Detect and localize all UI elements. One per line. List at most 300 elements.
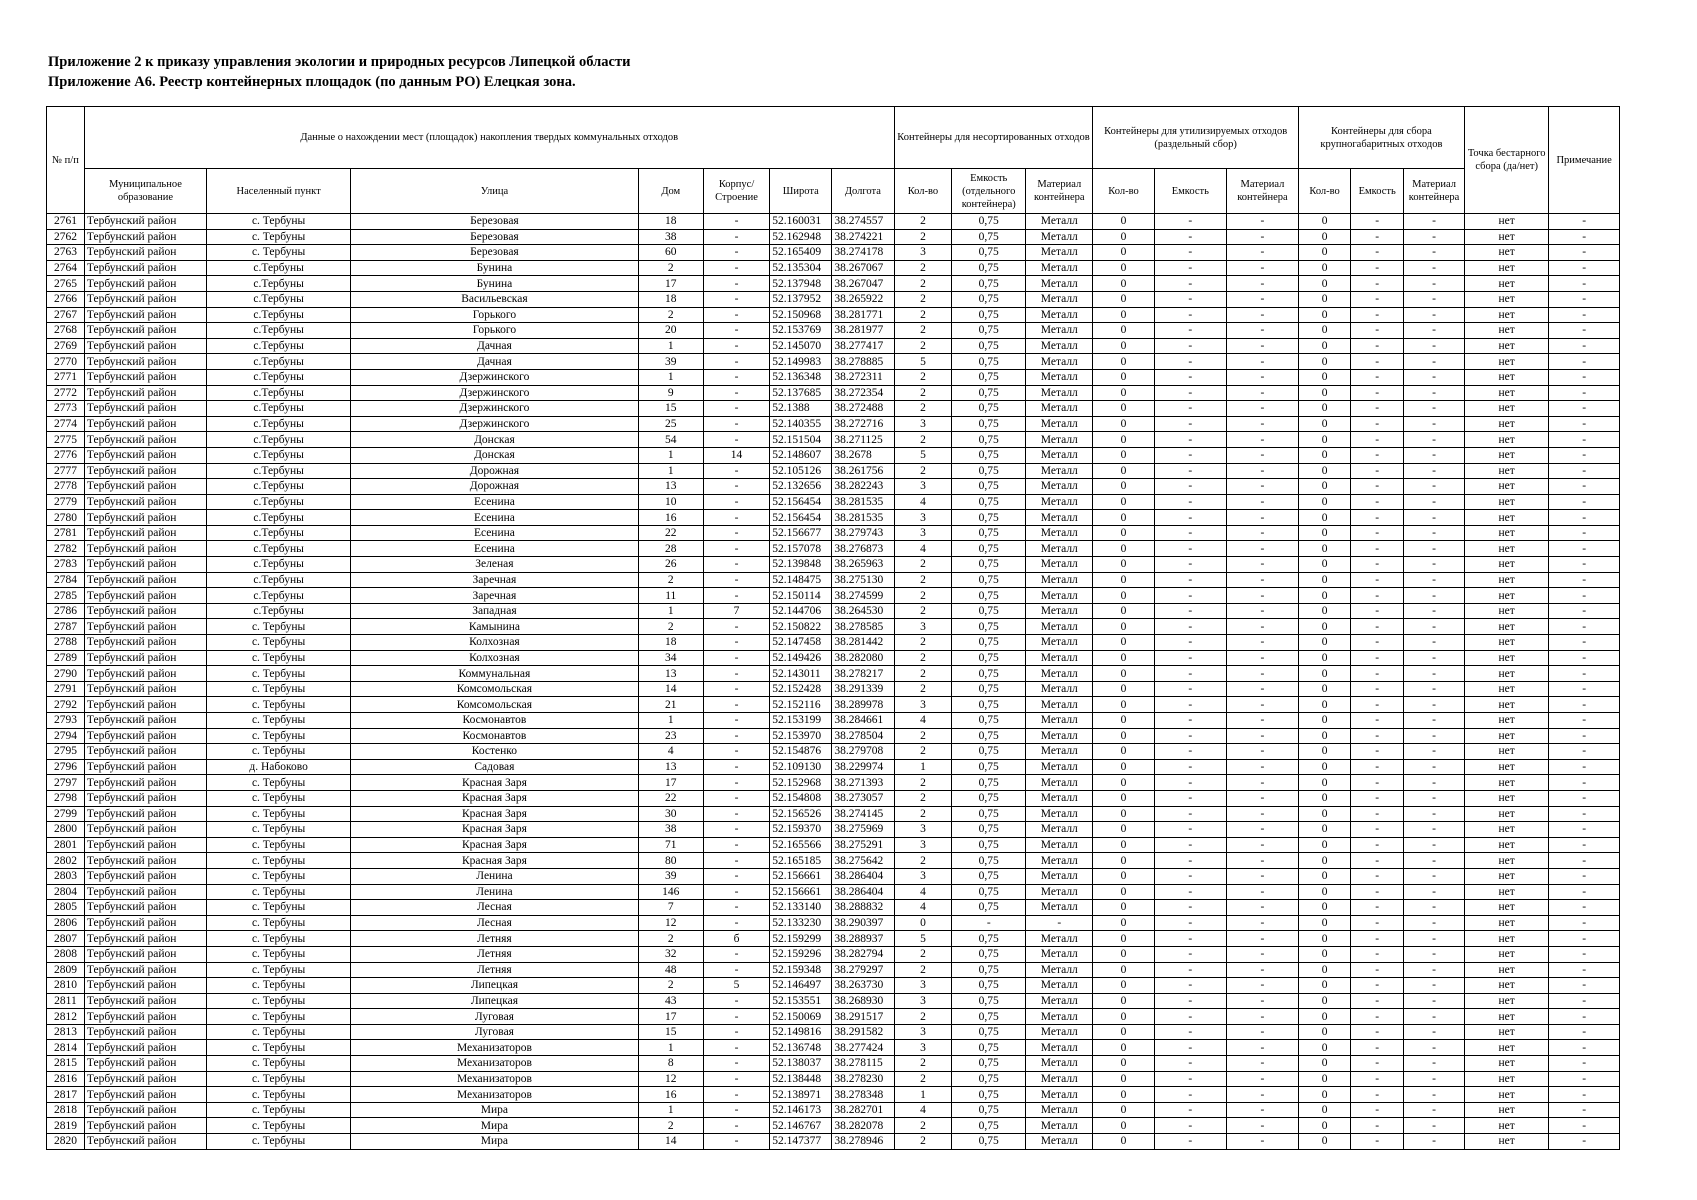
cell-municipality: Тербунский район <box>84 884 206 900</box>
table-row <box>47 229 1620 245</box>
header-recyclable-material: Материал контейнера <box>1227 169 1299 214</box>
cell-settlement: с. Тербуны <box>207 775 351 791</box>
cell-house: 60 <box>638 245 703 261</box>
cell-bulky-count: 0 <box>1298 603 1351 619</box>
cell-notes: - <box>1549 307 1620 323</box>
cell-unsorted-material: Металл <box>1026 354 1093 370</box>
cell-bulky-count: 0 <box>1298 713 1351 729</box>
cell-settlement: с. Тербуны <box>207 245 351 261</box>
cell-notes: - <box>1549 541 1620 557</box>
cell-building: - <box>703 728 769 744</box>
cell-street: Березовая <box>351 214 638 230</box>
cell-street: Мира <box>351 1102 638 1118</box>
cell-municipality: Тербунский район <box>84 245 206 261</box>
cell-num: 2795 <box>47 744 85 760</box>
cell-recyclable-count: 0 <box>1093 837 1154 853</box>
cell-bagless: нет <box>1465 463 1549 479</box>
cell-recyclable-material: - <box>1227 853 1299 869</box>
cell-recyclable-count: 0 <box>1093 915 1154 931</box>
cell-settlement: с. Тербуны <box>207 214 351 230</box>
cell-unsorted-material: Металл <box>1026 588 1093 604</box>
cell-unsorted-capacity: 0,75 <box>952 681 1026 697</box>
cell-recyclable-count: 0 <box>1093 323 1154 339</box>
cell-house: 7 <box>638 900 703 916</box>
cell-building: - <box>703 697 769 713</box>
cell-notes: - <box>1549 681 1620 697</box>
cell-notes: - <box>1549 1071 1620 1087</box>
cell-municipality: Тербунский район <box>84 650 206 666</box>
cell-recyclable-material: - <box>1227 385 1299 401</box>
cell-bulky-material: - <box>1404 681 1465 697</box>
cell-bulky-capacity: - <box>1351 603 1404 619</box>
cell-unsorted-capacity: 0,75 <box>952 931 1026 947</box>
cell-unsorted-count: 1 <box>894 759 952 775</box>
cell-unsorted-count: 2 <box>894 728 952 744</box>
header-bulky-material: Материал контейнера <box>1404 169 1465 214</box>
cell-recyclable-capacity: - <box>1154 962 1227 978</box>
cell-recyclable-count: 0 <box>1093 931 1154 947</box>
cell-settlement: с.Тербуны <box>207 416 351 432</box>
header-bagless: Точка бестарного сбора (да/нет) <box>1465 107 1549 214</box>
cell-notes: - <box>1549 837 1620 853</box>
cell-house: 16 <box>638 510 703 526</box>
cell-municipality: Тербунский район <box>84 479 206 495</box>
cell-notes: - <box>1549 635 1620 651</box>
cell-settlement: с. Тербуны <box>207 962 351 978</box>
cell-bulky-count: 0 <box>1298 557 1351 573</box>
cell-municipality: Тербунский район <box>84 1056 206 1072</box>
cell-unsorted-capacity: 0,75 <box>952 385 1026 401</box>
cell-notes: - <box>1549 697 1620 713</box>
cell-municipality: Тербунский район <box>84 775 206 791</box>
table-row <box>47 463 1620 479</box>
cell-bulky-material: - <box>1404 837 1465 853</box>
cell-unsorted-count: 3 <box>894 1040 952 1056</box>
cell-num: 2817 <box>47 1087 85 1103</box>
cell-unsorted-capacity: 0,75 <box>952 806 1026 822</box>
header-settlement: Населенный пункт <box>207 169 351 214</box>
cell-lon: 38.267047 <box>832 276 894 292</box>
cell-bulky-capacity: - <box>1351 510 1404 526</box>
table-row <box>47 853 1620 869</box>
cell-lon: 38.275969 <box>832 822 894 838</box>
cell-settlement: с. Тербуны <box>207 884 351 900</box>
cell-house: 13 <box>638 666 703 682</box>
cell-lon: 38.272716 <box>832 416 894 432</box>
cell-building: - <box>703 307 769 323</box>
cell-unsorted-material: Металл <box>1026 479 1093 495</box>
cell-unsorted-material: Металл <box>1026 728 1093 744</box>
cell-building: - <box>703 962 769 978</box>
cell-bulky-capacity: - <box>1351 369 1404 385</box>
cell-building: - <box>703 744 769 760</box>
cell-building: - <box>703 369 769 385</box>
cell-bagless: нет <box>1465 775 1549 791</box>
cell-settlement: с.Тербуны <box>207 447 351 463</box>
cell-notes: - <box>1549 510 1620 526</box>
cell-lat: 52.133230 <box>770 915 832 931</box>
cell-bagless: нет <box>1465 868 1549 884</box>
cell-num: 2818 <box>47 1102 85 1118</box>
cell-unsorted-material: Металл <box>1026 790 1093 806</box>
table-row <box>47 681 1620 697</box>
cell-bagless: нет <box>1465 416 1549 432</box>
cell-street: Летняя <box>351 931 638 947</box>
table-row <box>47 494 1620 510</box>
cell-num: 2813 <box>47 1024 85 1040</box>
cell-unsorted-capacity: 0,75 <box>952 572 1026 588</box>
cell-unsorted-capacity: 0,75 <box>952 822 1026 838</box>
cell-unsorted-material: Металл <box>1026 214 1093 230</box>
table-row <box>47 978 1620 994</box>
cell-recyclable-material: - <box>1227 1118 1299 1134</box>
cell-unsorted-count: 2 <box>894 1118 952 1134</box>
cell-bulky-capacity: - <box>1351 1102 1404 1118</box>
cell-unsorted-material: Металл <box>1026 978 1093 994</box>
cell-municipality: Тербунский район <box>84 806 206 822</box>
table-row <box>47 744 1620 760</box>
cell-bulky-material: - <box>1404 962 1465 978</box>
cell-bulky-count: 0 <box>1298 260 1351 276</box>
cell-recyclable-count: 0 <box>1093 510 1154 526</box>
cell-building: - <box>703 229 769 245</box>
cell-notes: - <box>1549 993 1620 1009</box>
cell-house: 23 <box>638 728 703 744</box>
cell-lon: 38.277424 <box>832 1040 894 1056</box>
cell-bulky-material: - <box>1404 1118 1465 1134</box>
cell-recyclable-capacity: - <box>1154 915 1227 931</box>
cell-street: Дзержинского <box>351 416 638 432</box>
cell-notes: - <box>1549 806 1620 822</box>
cell-bagless: нет <box>1465 588 1549 604</box>
cell-recyclable-count: 0 <box>1093 416 1154 432</box>
cell-unsorted-capacity: 0,75 <box>952 868 1026 884</box>
cell-unsorted-material: Металл <box>1026 1134 1093 1150</box>
cell-bulky-material: - <box>1404 354 1465 370</box>
cell-bulky-material: - <box>1404 510 1465 526</box>
cell-unsorted-material: Металл <box>1026 744 1093 760</box>
cell-unsorted-capacity: 0,75 <box>952 479 1026 495</box>
cell-house: 17 <box>638 276 703 292</box>
cell-bagless: нет <box>1465 525 1549 541</box>
cell-recyclable-count: 0 <box>1093 1071 1154 1087</box>
cell-bagless: нет <box>1465 822 1549 838</box>
cell-building: - <box>703 291 769 307</box>
cell-unsorted-count: 2 <box>894 681 952 697</box>
cell-num: 2794 <box>47 728 85 744</box>
header-unsorted-count: Кол-во <box>894 169 952 214</box>
cell-recyclable-material: - <box>1227 1087 1299 1103</box>
cell-house: 14 <box>638 1134 703 1150</box>
cell-unsorted-material: Металл <box>1026 276 1093 292</box>
cell-street: Заречная <box>351 572 638 588</box>
cell-bagless: нет <box>1465 1024 1549 1040</box>
cell-unsorted-capacity: 0,75 <box>952 323 1026 339</box>
cell-bagless: нет <box>1465 666 1549 682</box>
cell-bulky-material: - <box>1404 494 1465 510</box>
cell-unsorted-material: Металл <box>1026 993 1093 1009</box>
cell-bagless: нет <box>1465 245 1549 261</box>
cell-bagless: нет <box>1465 1087 1549 1103</box>
cell-recyclable-count: 0 <box>1093 603 1154 619</box>
cell-recyclable-capacity: - <box>1154 510 1227 526</box>
cell-recyclable-count: 0 <box>1093 946 1154 962</box>
cell-unsorted-material: Металл <box>1026 557 1093 573</box>
table-row <box>47 1102 1620 1118</box>
cell-house: 2 <box>638 619 703 635</box>
cell-unsorted-capacity: 0,75 <box>952 401 1026 417</box>
cell-bulky-count: 0 <box>1298 837 1351 853</box>
cell-recyclable-material: - <box>1227 790 1299 806</box>
cell-recyclable-count: 0 <box>1093 401 1154 417</box>
cell-notes: - <box>1549 868 1620 884</box>
cell-bulky-material: - <box>1404 385 1465 401</box>
cell-bulky-material: - <box>1404 323 1465 339</box>
cell-bagless: нет <box>1465 291 1549 307</box>
cell-bulky-count: 0 <box>1298 1009 1351 1025</box>
cell-bulky-count: 0 <box>1298 510 1351 526</box>
cell-recyclable-capacity: - <box>1154 229 1227 245</box>
cell-lat: 52.152116 <box>770 697 832 713</box>
cell-bagless: нет <box>1465 510 1549 526</box>
cell-unsorted-count: 2 <box>894 338 952 354</box>
cell-bagless: нет <box>1465 1040 1549 1056</box>
cell-municipality: Тербунский район <box>84 666 206 682</box>
cell-lat: 52.136348 <box>770 369 832 385</box>
cell-recyclable-capacity: - <box>1154 463 1227 479</box>
table-row <box>47 1071 1620 1087</box>
cell-bagless: нет <box>1465 401 1549 417</box>
cell-recyclable-capacity: - <box>1154 993 1227 1009</box>
cell-recyclable-count: 0 <box>1093 962 1154 978</box>
cell-unsorted-count: 4 <box>894 1102 952 1118</box>
cell-lat: 52.165409 <box>770 245 832 261</box>
cell-house: 43 <box>638 993 703 1009</box>
cell-recyclable-material: - <box>1227 588 1299 604</box>
cell-municipality: Тербунский район <box>84 868 206 884</box>
cell-bulky-count: 0 <box>1298 681 1351 697</box>
cell-unsorted-capacity: 0,75 <box>952 1102 1026 1118</box>
cell-street: Луговая <box>351 1009 638 1025</box>
cell-notes: - <box>1549 759 1620 775</box>
cell-notes: - <box>1549 229 1620 245</box>
table-row <box>47 276 1620 292</box>
cell-bagless: нет <box>1465 1134 1549 1150</box>
cell-municipality: Тербунский район <box>84 619 206 635</box>
cell-unsorted-count: 3 <box>894 822 952 838</box>
cell-notes: - <box>1549 822 1620 838</box>
cell-recyclable-capacity: - <box>1154 1087 1227 1103</box>
cell-unsorted-count: 3 <box>894 619 952 635</box>
cell-recyclable-material: - <box>1227 369 1299 385</box>
table-row <box>47 401 1620 417</box>
cell-settlement: с. Тербуны <box>207 635 351 651</box>
cell-settlement: с.Тербуны <box>207 572 351 588</box>
cell-lat: 52.132656 <box>770 479 832 495</box>
cell-bulky-capacity: - <box>1351 260 1404 276</box>
table-row <box>47 1056 1620 1072</box>
cell-recyclable-material: - <box>1227 1056 1299 1072</box>
cell-building: - <box>703 790 769 806</box>
cell-notes: - <box>1549 1056 1620 1072</box>
cell-bulky-capacity: - <box>1351 1024 1404 1040</box>
cell-settlement: с.Тербуны <box>207 323 351 339</box>
cell-recyclable-capacity: - <box>1154 541 1227 557</box>
cell-house: 71 <box>638 837 703 853</box>
cell-unsorted-count: 2 <box>894 1071 952 1087</box>
cell-lat: 52.137952 <box>770 291 832 307</box>
cell-bulky-count: 0 <box>1298 229 1351 245</box>
cell-recyclable-capacity: - <box>1154 759 1227 775</box>
cell-bulky-material: - <box>1404 1087 1465 1103</box>
cell-settlement: с.Тербуны <box>207 588 351 604</box>
cell-recyclable-material: - <box>1227 338 1299 354</box>
cell-bulky-capacity: - <box>1351 1056 1404 1072</box>
cell-building: - <box>703 853 769 869</box>
cell-settlement: с. Тербуны <box>207 978 351 994</box>
cell-recyclable-count: 0 <box>1093 759 1154 775</box>
cell-notes: - <box>1549 603 1620 619</box>
cell-unsorted-count: 2 <box>894 260 952 276</box>
cell-recyclable-count: 0 <box>1093 650 1154 666</box>
cell-lat: 52.105126 <box>770 463 832 479</box>
cell-num: 2819 <box>47 1118 85 1134</box>
cell-recyclable-count: 0 <box>1093 666 1154 682</box>
cell-recyclable-capacity: - <box>1154 447 1227 463</box>
cell-recyclable-material: - <box>1227 915 1299 931</box>
cell-bulky-material: - <box>1404 884 1465 900</box>
cell-settlement: с.Тербуны <box>207 354 351 370</box>
cell-bulky-capacity: - <box>1351 759 1404 775</box>
cell-unsorted-count: 3 <box>894 1024 952 1040</box>
cell-lat: 52.153199 <box>770 713 832 729</box>
cell-building: - <box>703 837 769 853</box>
cell-unsorted-capacity: 0,75 <box>952 666 1026 682</box>
cell-unsorted-material: Металл <box>1026 619 1093 635</box>
cell-unsorted-count: 2 <box>894 853 952 869</box>
cell-settlement: с.Тербуны <box>207 557 351 573</box>
cell-unsorted-material: Металл <box>1026 900 1093 916</box>
cell-num: 2772 <box>47 385 85 401</box>
cell-building: - <box>703 1056 769 1072</box>
cell-unsorted-capacity: 0,75 <box>952 744 1026 760</box>
cell-unsorted-capacity: 0,75 <box>952 1134 1026 1150</box>
cell-unsorted-capacity: 0,75 <box>952 1118 1026 1134</box>
cell-unsorted-count: 3 <box>894 993 952 1009</box>
cell-bulky-capacity: - <box>1351 946 1404 962</box>
cell-recyclable-count: 0 <box>1093 541 1154 557</box>
cell-unsorted-capacity: 0,75 <box>952 354 1026 370</box>
cell-recyclable-material: - <box>1227 900 1299 916</box>
cell-bulky-material: - <box>1404 260 1465 276</box>
cell-house: 1 <box>638 369 703 385</box>
cell-unsorted-capacity: 0,75 <box>952 790 1026 806</box>
cell-settlement: с. Тербуны <box>207 868 351 884</box>
cell-settlement: с. Тербуны <box>207 619 351 635</box>
cell-unsorted-material: Металл <box>1026 432 1093 448</box>
cell-unsorted-capacity: 0,75 <box>952 1056 1026 1072</box>
cell-municipality: Тербунский район <box>84 946 206 962</box>
table-row <box>47 619 1620 635</box>
cell-lon: 38.281535 <box>832 494 894 510</box>
cell-unsorted-material: Металл <box>1026 962 1093 978</box>
cell-num: 2807 <box>47 931 85 947</box>
cell-building: - <box>703 868 769 884</box>
cell-recyclable-count: 0 <box>1093 276 1154 292</box>
cell-settlement: с.Тербуны <box>207 541 351 557</box>
cell-unsorted-capacity: 0,75 <box>952 276 1026 292</box>
cell-unsorted-count: 2 <box>894 572 952 588</box>
cell-house: 80 <box>638 853 703 869</box>
cell-unsorted-material: Металл <box>1026 946 1093 962</box>
table-row <box>47 1087 1620 1103</box>
cell-lat: 52.133140 <box>770 900 832 916</box>
cell-street: Комсомольская <box>351 681 638 697</box>
cell-lon: 38.2678 <box>832 447 894 463</box>
cell-notes: - <box>1549 931 1620 947</box>
cell-recyclable-capacity: - <box>1154 837 1227 853</box>
cell-bulky-material: - <box>1404 775 1465 791</box>
cell-settlement: с. Тербуны <box>207 853 351 869</box>
cell-recyclable-count: 0 <box>1093 978 1154 994</box>
cell-bulky-material: - <box>1404 572 1465 588</box>
cell-lat: 52.150114 <box>770 588 832 604</box>
cell-unsorted-material: Металл <box>1026 447 1093 463</box>
cell-bulky-material: - <box>1404 479 1465 495</box>
cell-bulky-count: 0 <box>1298 790 1351 806</box>
cell-bulky-material: - <box>1404 635 1465 651</box>
cell-bulky-count: 0 <box>1298 245 1351 261</box>
cell-lat: 52.156661 <box>770 884 832 900</box>
cell-recyclable-capacity: - <box>1154 1118 1227 1134</box>
cell-lon: 38.278115 <box>832 1056 894 1072</box>
cell-bulky-count: 0 <box>1298 759 1351 775</box>
cell-bulky-capacity: - <box>1351 635 1404 651</box>
cell-lon: 38.273057 <box>832 790 894 806</box>
cell-lat: 52.156526 <box>770 806 832 822</box>
cell-building: - <box>703 338 769 354</box>
cell-unsorted-capacity: 0,75 <box>952 463 1026 479</box>
cell-building: - <box>703 1009 769 1025</box>
cell-house: 17 <box>638 1009 703 1025</box>
cell-unsorted-count: 2 <box>894 276 952 292</box>
cell-lon: 38.281771 <box>832 307 894 323</box>
cell-unsorted-capacity: 0,75 <box>952 525 1026 541</box>
cell-notes: - <box>1549 1009 1620 1025</box>
cell-notes: - <box>1549 479 1620 495</box>
cell-recyclable-material: - <box>1227 619 1299 635</box>
cell-house: 12 <box>638 915 703 931</box>
cell-settlement: с. Тербуны <box>207 681 351 697</box>
cell-bulky-count: 0 <box>1298 728 1351 744</box>
cell-building: - <box>703 541 769 557</box>
cell-street: Механизаторов <box>351 1087 638 1103</box>
cell-recyclable-material: - <box>1227 822 1299 838</box>
cell-recyclable-count: 0 <box>1093 588 1154 604</box>
cell-recyclable-capacity: - <box>1154 806 1227 822</box>
cell-recyclable-count: 0 <box>1093 1087 1154 1103</box>
cell-street: Березовая <box>351 245 638 261</box>
cell-bulky-capacity: - <box>1351 354 1404 370</box>
cell-unsorted-count: 2 <box>894 1056 952 1072</box>
cell-street: Есенина <box>351 541 638 557</box>
cell-building: - <box>703 1118 769 1134</box>
cell-bulky-material: - <box>1404 245 1465 261</box>
cell-bulky-count: 0 <box>1298 1071 1351 1087</box>
cell-settlement: с. Тербуны <box>207 1009 351 1025</box>
cell-recyclable-capacity: - <box>1154 369 1227 385</box>
cell-street: Дачная <box>351 338 638 354</box>
